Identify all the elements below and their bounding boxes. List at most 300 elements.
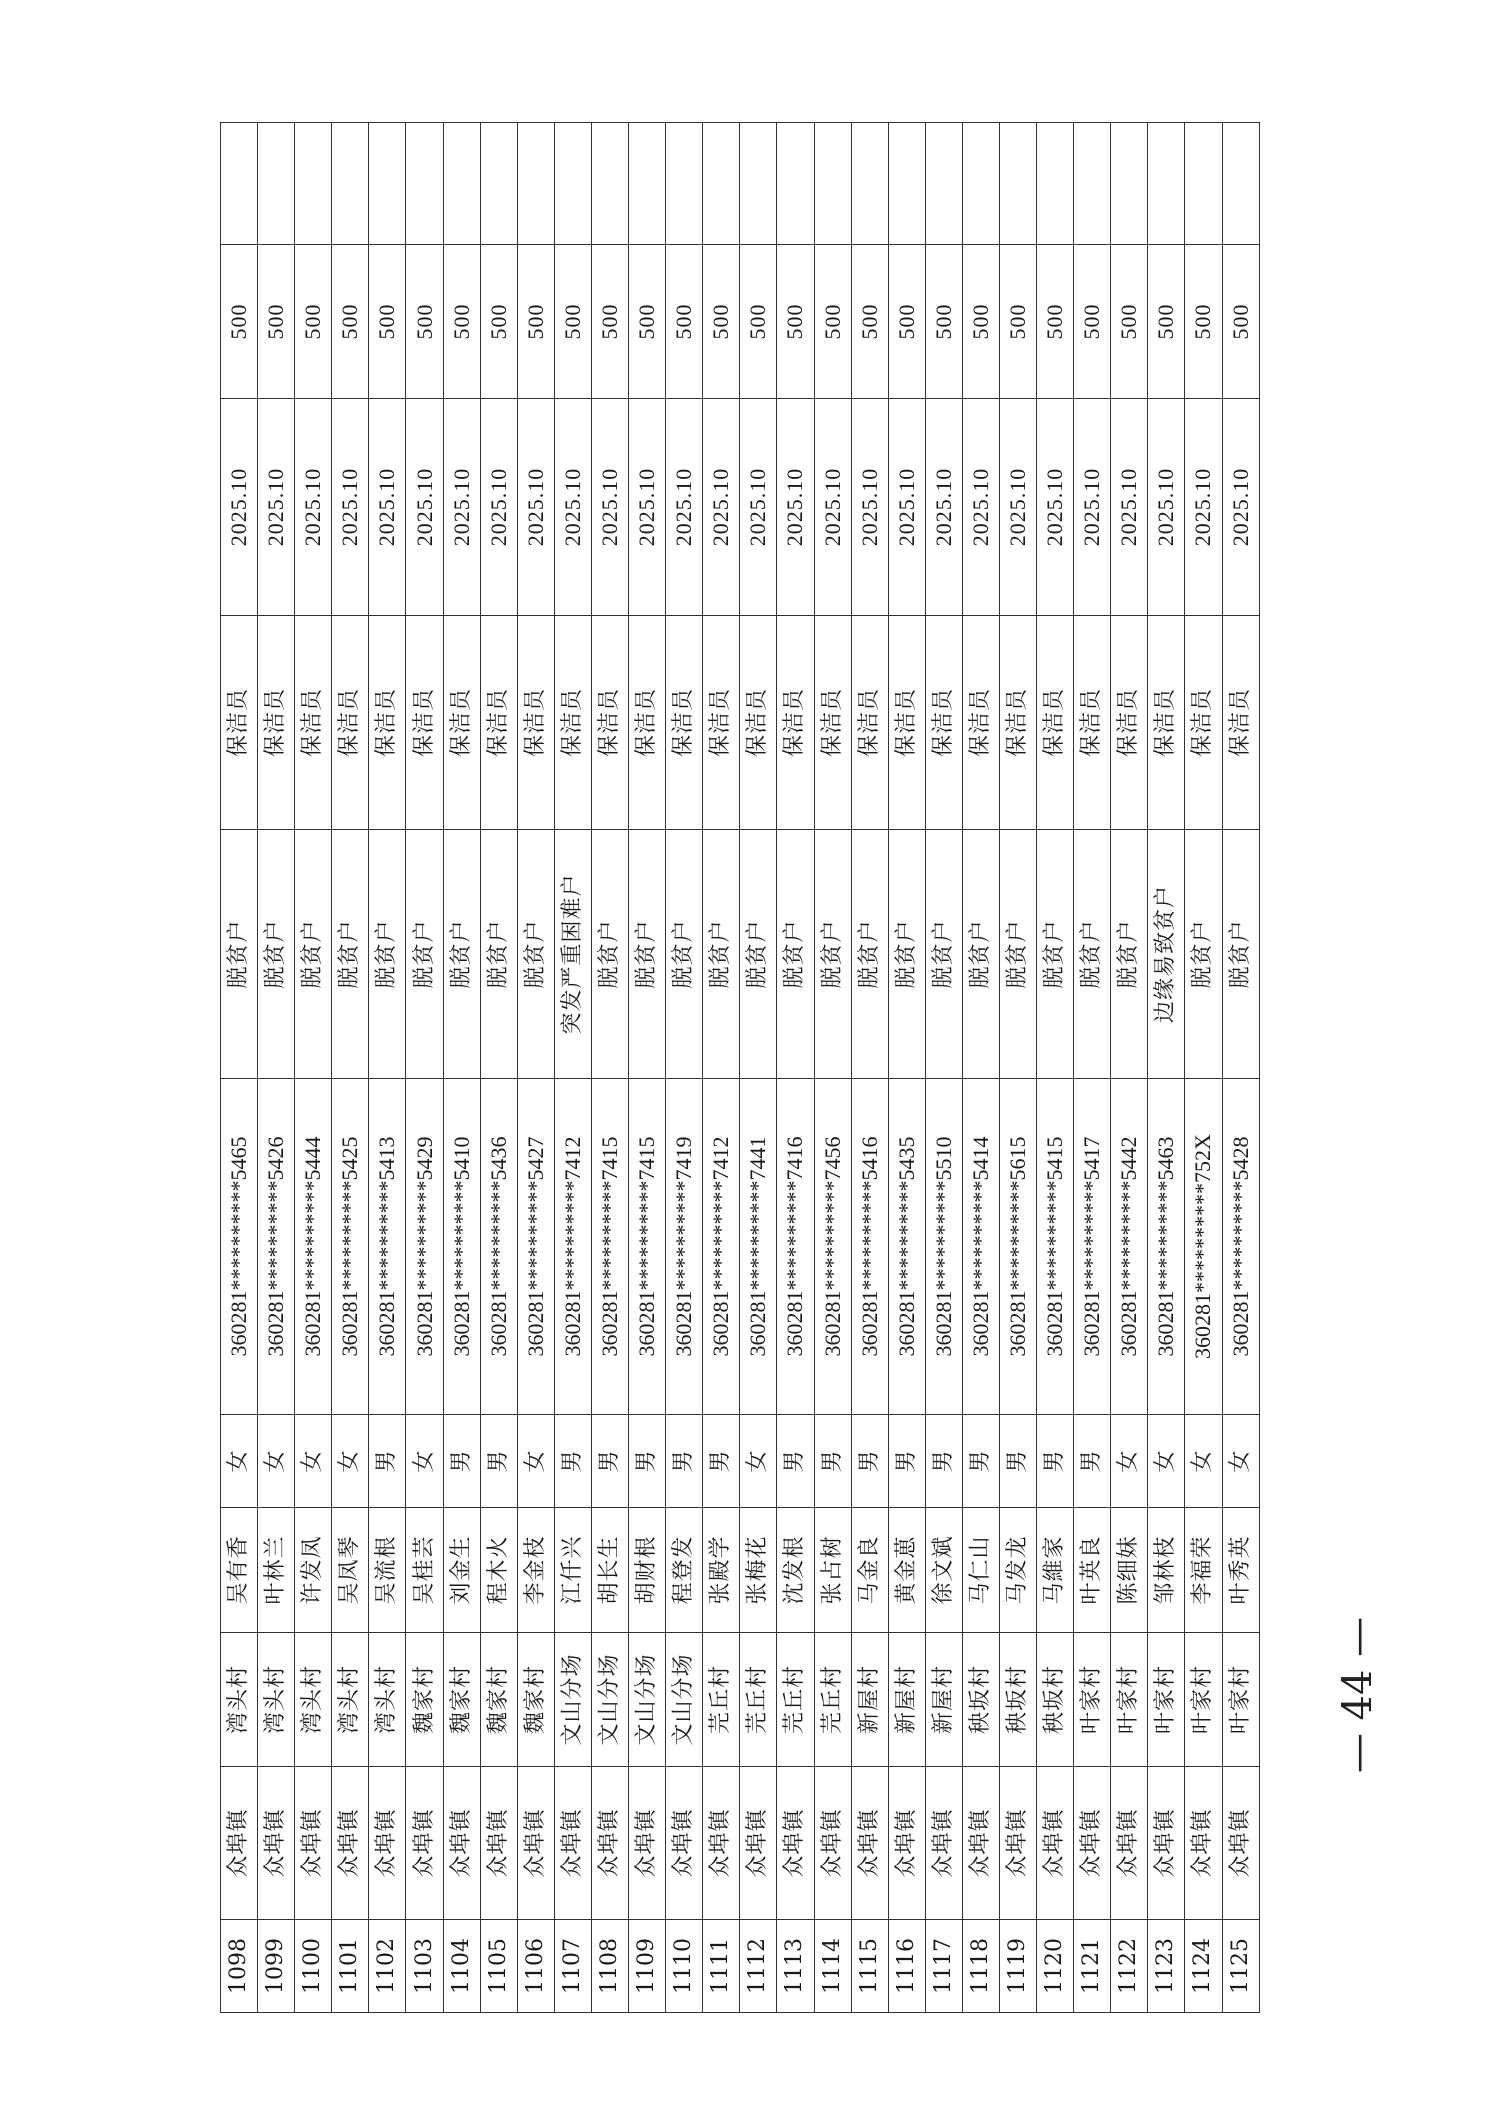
cell-category: 脱贫户 — [888, 830, 925, 1079]
cell-category: 突发严重困难户 — [554, 830, 591, 1079]
cell-date: 2025.10 — [925, 399, 962, 616]
cell-gender: 男 — [1074, 1415, 1111, 1508]
cell-amount: 500 — [740, 245, 777, 399]
cell-town: 众埠镇 — [258, 1767, 295, 1920]
cell-job: 保洁员 — [999, 616, 1036, 830]
cell-amount: 500 — [666, 245, 703, 399]
cell-id-card: 360281**********7412 — [554, 1079, 591, 1415]
cell-blank — [258, 123, 295, 245]
cell-number: 1105 — [480, 1920, 517, 2013]
cell-town: 众埠镇 — [999, 1767, 1036, 1920]
cell-blank — [1148, 123, 1185, 245]
cell-id-card: 360281**********5427 — [517, 1079, 554, 1415]
cell-village: 湾头村 — [221, 1633, 258, 1767]
cell-gender: 女 — [1148, 1415, 1185, 1508]
cell-date: 2025.10 — [591, 399, 628, 616]
cell-number: 1116 — [888, 1920, 925, 2013]
cell-town: 众埠镇 — [1148, 1767, 1185, 1920]
table-row — [295, 123, 332, 2013]
table-row — [777, 123, 814, 2013]
cell-date: 2025.10 — [814, 399, 851, 616]
cell-gender: 男 — [1037, 1415, 1074, 1508]
cell-gender: 女 — [332, 1415, 369, 1508]
table-row — [999, 123, 1036, 2013]
cell-name: 叶英良 — [1074, 1508, 1111, 1633]
table-row — [814, 123, 851, 2013]
cell-blank — [777, 123, 814, 245]
cell-name: 陈细妹 — [1111, 1508, 1148, 1633]
cell-category: 脱贫户 — [629, 830, 666, 1079]
cell-village: 叶家村 — [1185, 1633, 1222, 1767]
cell-village: 湾头村 — [295, 1633, 332, 1767]
cell-amount: 500 — [888, 245, 925, 399]
cell-name: 吴桂芸 — [406, 1508, 443, 1633]
cell-date: 2025.10 — [888, 399, 925, 616]
cell-number: 1121 — [1074, 1920, 1111, 2013]
cell-gender: 男 — [554, 1415, 591, 1508]
beneficiary-table — [220, 122, 1260, 2013]
cell-village: 文山分场 — [629, 1633, 666, 1767]
cell-number: 1106 — [517, 1920, 554, 2013]
cell-category: 边缘易致贫户 — [1148, 830, 1185, 1079]
table-row — [740, 123, 777, 2013]
cell-category: 脱贫户 — [258, 830, 295, 1079]
cell-gender: 男 — [925, 1415, 962, 1508]
cell-gender: 男 — [888, 1415, 925, 1508]
cell-blank — [703, 123, 740, 245]
table-row — [629, 123, 666, 2013]
cell-id-card: 360281**********5463 — [1148, 1079, 1185, 1415]
cell-category: 脱贫户 — [999, 830, 1036, 1079]
cell-gender: 男 — [814, 1415, 851, 1508]
table-row — [925, 123, 962, 2013]
cell-amount: 500 — [1037, 245, 1074, 399]
cell-number: 1100 — [295, 1920, 332, 2013]
cell-number: 1120 — [1037, 1920, 1074, 2013]
cell-date: 2025.10 — [554, 399, 591, 616]
cell-town: 众埠镇 — [814, 1767, 851, 1920]
cell-name: 邹林枝 — [1148, 1508, 1185, 1633]
cell-village: 文山分场 — [554, 1633, 591, 1767]
cell-date: 2025.10 — [443, 399, 480, 616]
cell-gender: 女 — [1111, 1415, 1148, 1508]
cell-name: 吴流根 — [369, 1508, 406, 1633]
cell-job: 保洁员 — [1037, 616, 1074, 830]
cell-blank — [332, 123, 369, 245]
cell-number: 1118 — [962, 1920, 999, 2013]
cell-date: 2025.10 — [1037, 399, 1074, 616]
cell-town: 众埠镇 — [443, 1767, 480, 1920]
cell-name: 胡长生 — [591, 1508, 628, 1633]
cell-gender: 男 — [443, 1415, 480, 1508]
cell-gender: 女 — [517, 1415, 554, 1508]
cell-village: 秧坂村 — [962, 1633, 999, 1767]
cell-number: 1115 — [851, 1920, 888, 2013]
table-row — [591, 123, 628, 2013]
cell-village: 湾头村 — [369, 1633, 406, 1767]
cell-id-card: 360281**********5435 — [888, 1079, 925, 1415]
cell-id-card: 360281**********7415 — [629, 1079, 666, 1415]
cell-job: 保洁员 — [1185, 616, 1222, 830]
table-row — [1148, 123, 1185, 2013]
cell-town: 众埠镇 — [591, 1767, 628, 1920]
cell-date: 2025.10 — [1185, 399, 1222, 616]
cell-amount: 500 — [777, 245, 814, 399]
cell-town: 众埠镇 — [740, 1767, 777, 1920]
cell-number: 1111 — [703, 1920, 740, 2013]
cell-amount: 500 — [999, 245, 1036, 399]
cell-gender: 女 — [406, 1415, 443, 1508]
cell-blank — [591, 123, 628, 245]
cell-job: 保洁员 — [629, 616, 666, 830]
cell-job: 保洁员 — [962, 616, 999, 830]
cell-job: 保洁员 — [888, 616, 925, 830]
cell-job: 保洁员 — [1111, 616, 1148, 830]
cell-amount: 500 — [443, 245, 480, 399]
cell-town: 众埠镇 — [1074, 1767, 1111, 1920]
cell-amount: 500 — [1148, 245, 1185, 399]
table-row — [703, 123, 740, 2013]
cell-village: 文山分场 — [591, 1633, 628, 1767]
cell-blank — [1222, 123, 1259, 245]
cell-number: 1113 — [777, 1920, 814, 2013]
cell-category: 脱贫户 — [814, 830, 851, 1079]
cell-blank — [554, 123, 591, 245]
cell-village: 秧坂村 — [1037, 1633, 1074, 1767]
cell-id-card: 360281**********5442 — [1111, 1079, 1148, 1415]
cell-date: 2025.10 — [258, 399, 295, 616]
cell-date: 2025.10 — [221, 399, 258, 616]
cell-job: 保洁员 — [777, 616, 814, 830]
cell-number: 1101 — [332, 1920, 369, 2013]
cell-village: 魏家村 — [406, 1633, 443, 1767]
cell-number: 1110 — [666, 1920, 703, 2013]
cell-name: 沈发根 — [777, 1508, 814, 1633]
cell-number: 1098 — [221, 1920, 258, 2013]
cell-amount: 500 — [1185, 245, 1222, 399]
cell-number: 1099 — [258, 1920, 295, 2013]
cell-village: 湾头村 — [258, 1633, 295, 1767]
cell-village: 文山分场 — [666, 1633, 703, 1767]
cell-blank — [740, 123, 777, 245]
cell-blank — [443, 123, 480, 245]
cell-town: 众埠镇 — [1222, 1767, 1259, 1920]
cell-village: 湾头村 — [332, 1633, 369, 1767]
cell-name: 江仟兴 — [554, 1508, 591, 1633]
cell-number: 1123 — [1148, 1920, 1185, 2013]
cell-category: 脱贫户 — [740, 830, 777, 1079]
cell-amount: 500 — [554, 245, 591, 399]
table-row — [962, 123, 999, 2013]
cell-name: 叶秀英 — [1222, 1508, 1259, 1633]
cell-category: 脱贫户 — [1037, 830, 1074, 1079]
cell-village: 魏家村 — [443, 1633, 480, 1767]
cell-category: 脱贫户 — [332, 830, 369, 1079]
cell-gender: 男 — [962, 1415, 999, 1508]
cell-name: 程登发 — [666, 1508, 703, 1633]
cell-blank — [888, 123, 925, 245]
cell-name: 吴凤琴 — [332, 1508, 369, 1633]
cell-gender: 男 — [629, 1415, 666, 1508]
cell-category: 脱贫户 — [703, 830, 740, 1079]
cell-town: 众埠镇 — [925, 1767, 962, 1920]
cell-blank — [962, 123, 999, 245]
cell-date: 2025.10 — [295, 399, 332, 616]
cell-category: 脱贫户 — [295, 830, 332, 1079]
cell-blank — [517, 123, 554, 245]
cell-category: 脱贫户 — [406, 830, 443, 1079]
cell-job: 保洁员 — [332, 616, 369, 830]
cell-town: 众埠镇 — [332, 1767, 369, 1920]
cell-amount: 500 — [591, 245, 628, 399]
cell-name: 许发凤 — [295, 1508, 332, 1633]
cell-date: 2025.10 — [1074, 399, 1111, 616]
cell-blank — [1111, 123, 1148, 245]
cell-gender: 男 — [851, 1415, 888, 1508]
cell-number: 1119 — [999, 1920, 1036, 2013]
cell-gender: 男 — [480, 1415, 517, 1508]
cell-name: 吴有香 — [221, 1508, 258, 1633]
cell-village: 叶家村 — [1111, 1633, 1148, 1767]
cell-amount: 500 — [406, 245, 443, 399]
cell-category: 脱贫户 — [1222, 830, 1259, 1079]
cell-id-card: 360281**********7441 — [740, 1079, 777, 1415]
cell-amount: 500 — [814, 245, 851, 399]
cell-job: 保洁员 — [554, 616, 591, 830]
cell-date: 2025.10 — [999, 399, 1036, 616]
cell-number: 1109 — [629, 1920, 666, 2013]
cell-number: 1117 — [925, 1920, 962, 2013]
table-row — [332, 123, 369, 2013]
cell-name: 马金良 — [851, 1508, 888, 1633]
table-row — [1185, 123, 1222, 2013]
cell-town: 众埠镇 — [777, 1767, 814, 1920]
cell-job: 保洁员 — [369, 616, 406, 830]
cell-gender: 女 — [1185, 1415, 1222, 1508]
cell-village: 新屋村 — [851, 1633, 888, 1767]
cell-category: 脱贫户 — [443, 830, 480, 1079]
cell-category: 脱贫户 — [777, 830, 814, 1079]
cell-town: 众埠镇 — [406, 1767, 443, 1920]
cell-amount: 500 — [962, 245, 999, 399]
cell-amount: 500 — [332, 245, 369, 399]
cell-job: 保洁员 — [666, 616, 703, 830]
cell-town: 众埠镇 — [1111, 1767, 1148, 1920]
cell-category: 脱贫户 — [221, 830, 258, 1079]
cell-gender: 男 — [703, 1415, 740, 1508]
cell-amount: 500 — [295, 245, 332, 399]
table-row — [258, 123, 295, 2013]
cell-category: 脱贫户 — [480, 830, 517, 1079]
cell-name: 张殿学 — [703, 1508, 740, 1633]
cell-job: 保洁员 — [406, 616, 443, 830]
cell-amount: 500 — [629, 245, 666, 399]
cell-category: 脱贫户 — [369, 830, 406, 1079]
cell-job: 保洁员 — [925, 616, 962, 830]
table-row — [1222, 123, 1259, 2013]
cell-town: 众埠镇 — [962, 1767, 999, 1920]
cell-town: 众埠镇 — [1185, 1767, 1222, 1920]
cell-category: 脱贫户 — [962, 830, 999, 1079]
cell-blank — [925, 123, 962, 245]
table-row — [517, 123, 554, 2013]
cell-number: 1125 — [1222, 1920, 1259, 2013]
cell-village: 芫丘村 — [814, 1633, 851, 1767]
cell-id-card: 360281**********5425 — [332, 1079, 369, 1415]
cell-blank — [369, 123, 406, 245]
cell-job: 保洁员 — [295, 616, 332, 830]
cell-amount: 500 — [1111, 245, 1148, 399]
cell-id-card: 360281**********5428 — [1222, 1079, 1259, 1415]
table-row — [221, 123, 258, 2013]
cell-date: 2025.10 — [851, 399, 888, 616]
cell-name: 叶林兰 — [258, 1508, 295, 1633]
cell-name: 徐文斌 — [925, 1508, 962, 1633]
cell-number: 1107 — [554, 1920, 591, 2013]
cell-village: 叶家村 — [1074, 1633, 1111, 1767]
cell-village: 叶家村 — [1148, 1633, 1185, 1767]
cell-number: 1108 — [591, 1920, 628, 2013]
cell-amount: 500 — [517, 245, 554, 399]
cell-town: 众埠镇 — [480, 1767, 517, 1920]
cell-job: 保洁员 — [740, 616, 777, 830]
cell-gender: 女 — [258, 1415, 295, 1508]
cell-town: 众埠镇 — [888, 1767, 925, 1920]
cell-job: 保洁员 — [703, 616, 740, 830]
cell-id-card: 360281**********5415 — [1037, 1079, 1074, 1415]
cell-date: 2025.10 — [666, 399, 703, 616]
cell-blank — [1037, 123, 1074, 245]
cell-date: 2025.10 — [517, 399, 554, 616]
cell-job: 保洁员 — [258, 616, 295, 830]
cell-town: 众埠镇 — [221, 1767, 258, 1920]
cell-amount: 500 — [925, 245, 962, 399]
cell-id-card: 360281**********752X — [1185, 1079, 1222, 1415]
cell-gender: 女 — [1222, 1415, 1259, 1508]
cell-id-card: 360281**********5615 — [999, 1079, 1036, 1415]
cell-name: 李福荣 — [1185, 1508, 1222, 1633]
cell-name: 程木火 — [480, 1508, 517, 1633]
cell-number: 1112 — [740, 1920, 777, 2013]
table-row — [406, 123, 443, 2013]
cell-name: 马維家 — [1037, 1508, 1074, 1633]
cell-date: 2025.10 — [406, 399, 443, 616]
table-row — [1037, 123, 1074, 2013]
cell-gender: 男 — [666, 1415, 703, 1508]
cell-category: 脱贫户 — [1111, 830, 1148, 1079]
cell-date: 2025.10 — [703, 399, 740, 616]
cell-gender: 女 — [740, 1415, 777, 1508]
cell-amount: 500 — [1222, 245, 1259, 399]
cell-job: 保洁员 — [851, 616, 888, 830]
page-number: — 44 — — [1335, 1616, 1381, 1774]
cell-category: 脱贫户 — [1074, 830, 1111, 1079]
cell-blank — [221, 123, 258, 245]
cell-name: 刘金生 — [443, 1508, 480, 1633]
cell-id-card: 360281**********5510 — [925, 1079, 962, 1415]
table-row — [480, 123, 517, 2013]
cell-job: 保洁员 — [1074, 616, 1111, 830]
cell-amount: 500 — [221, 245, 258, 399]
cell-id-card: 360281**********7415 — [591, 1079, 628, 1415]
cell-date: 2025.10 — [369, 399, 406, 616]
cell-job: 保洁员 — [443, 616, 480, 830]
cell-village: 芫丘村 — [740, 1633, 777, 1767]
cell-number: 1104 — [443, 1920, 480, 2013]
cell-blank — [1074, 123, 1111, 245]
cell-number: 1102 — [369, 1920, 406, 2013]
cell-name: 张梅花 — [740, 1508, 777, 1633]
cell-town: 众埠镇 — [629, 1767, 666, 1920]
cell-village: 秧坂村 — [999, 1633, 1036, 1767]
table-row — [888, 123, 925, 2013]
cell-name: 马发龙 — [999, 1508, 1036, 1633]
cell-id-card: 360281**********5465 — [221, 1079, 258, 1415]
cell-village: 魏家村 — [517, 1633, 554, 1767]
table-row — [851, 123, 888, 2013]
cell-blank — [851, 123, 888, 245]
cell-amount: 500 — [1074, 245, 1111, 399]
cell-gender: 男 — [777, 1415, 814, 1508]
cell-number: 1122 — [1111, 1920, 1148, 2013]
cell-town: 众埠镇 — [554, 1767, 591, 1920]
cell-id-card: 360281**********5413 — [369, 1079, 406, 1415]
cell-village: 魏家村 — [480, 1633, 517, 1767]
cell-gender: 男 — [591, 1415, 628, 1508]
cell-id-card: 360281**********7456 — [814, 1079, 851, 1415]
cell-gender: 男 — [999, 1415, 1036, 1508]
cell-blank — [999, 123, 1036, 245]
table-row — [443, 123, 480, 2013]
cell-blank — [406, 123, 443, 245]
cell-id-card: 360281**********5410 — [443, 1079, 480, 1415]
cell-id-card: 360281**********5444 — [295, 1079, 332, 1415]
cell-id-card: 360281**********5436 — [480, 1079, 517, 1415]
cell-gender: 男 — [369, 1415, 406, 1508]
cell-job: 保洁员 — [480, 616, 517, 830]
cell-number: 1124 — [1185, 1920, 1222, 2013]
cell-town: 众埠镇 — [851, 1767, 888, 1920]
cell-job: 保洁员 — [814, 616, 851, 830]
cell-gender: 女 — [295, 1415, 332, 1508]
cell-id-card: 360281**********5414 — [962, 1079, 999, 1415]
cell-job: 保洁员 — [1222, 616, 1259, 830]
cell-date: 2025.10 — [777, 399, 814, 616]
cell-job: 保洁员 — [1148, 616, 1185, 830]
table-row — [554, 123, 591, 2013]
cell-blank — [295, 123, 332, 245]
cell-job: 保洁员 — [591, 616, 628, 830]
cell-category: 脱贫户 — [925, 830, 962, 1079]
cell-id-card: 360281**********5416 — [851, 1079, 888, 1415]
cell-date: 2025.10 — [1222, 399, 1259, 616]
table-row — [369, 123, 406, 2013]
cell-town: 众埠镇 — [666, 1767, 703, 1920]
cell-gender: 女 — [221, 1415, 258, 1508]
cell-category: 脱贫户 — [591, 830, 628, 1079]
cell-name: 胡财根 — [629, 1508, 666, 1633]
cell-id-card: 360281**********5429 — [406, 1079, 443, 1415]
cell-town: 众埠镇 — [703, 1767, 740, 1920]
cell-amount: 500 — [703, 245, 740, 399]
cell-date: 2025.10 — [480, 399, 517, 616]
cell-date: 2025.10 — [740, 399, 777, 616]
cell-name: 黄金葸 — [888, 1508, 925, 1633]
cell-category: 脱贫户 — [1185, 830, 1222, 1079]
table-row — [1111, 123, 1148, 2013]
cell-number: 1114 — [814, 1920, 851, 2013]
cell-category: 脱贫户 — [666, 830, 703, 1079]
